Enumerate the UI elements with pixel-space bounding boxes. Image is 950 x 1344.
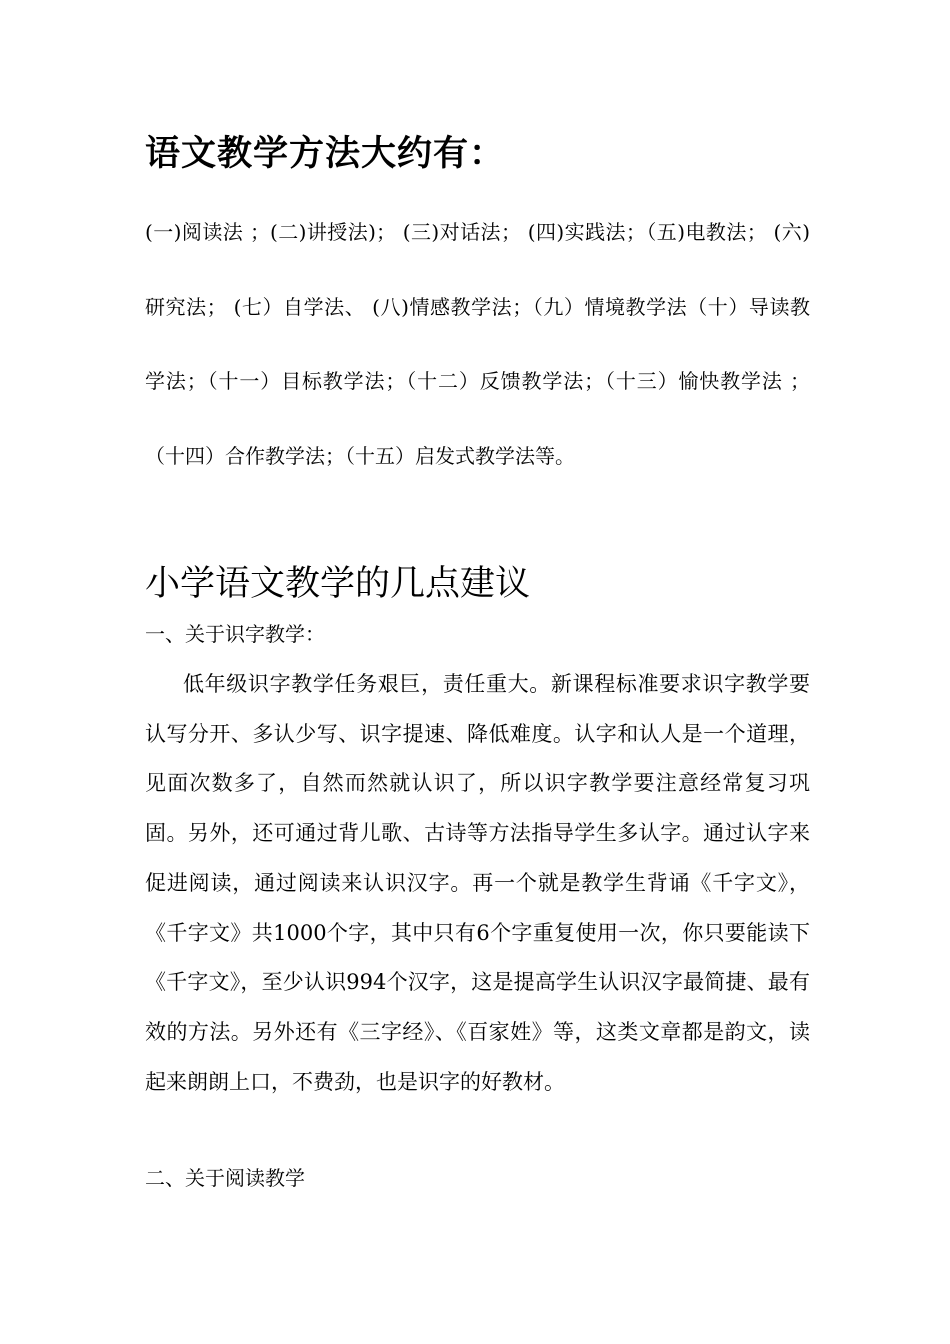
heading-teaching-methods: 语文教学方法大约有： xyxy=(145,134,506,174)
section-1-title: 一、关于识字教学： xyxy=(145,622,325,646)
section-1-body: 低年级识字教学任务艰巨，责任重大。新课程标准要求识字教学要认写分开、多认少写、识字提速、降低难度。认字和认人是一个道理，见面次数多了，自然而然就认识了，所以识字教学要注意经常复习巩固。另外，还可通过背儿歌、古诗等方法指导学生多认字。通过认字来促进阅读，通过阅读来认识汉字。再一个就是教学生背诵《千字文》，《千字文》共1000个字，其中只有6个字重复使用一次，你只要能读下《千字文》，至少认识994个汉字，这是提高学生认识汉字最简捷、最有效的方法。另外还有《三字经》、《百家姓》等，这类文章都是韵文，读起来朗朗上口，不费劲，也是识字的好教材。 xyxy=(145,672,810,1094)
methods-list-paragraph: (一)阅读法 ；(二)讲授法)； (三)对话法； (四)实践法；（五)电教法； (六)研究法； (七）自学法、 (八)情感教学法；（九）情境教学法（十）导读教学法；（十一）目标教学法；（十二）反馈教学法；（十三）愉快教学法 ； （十四）合作教学法；（十五）启发式教学法等。 xyxy=(145,220,810,468)
heading-teaching-suggestions: 小学语文教学的几点建议 xyxy=(145,564,531,604)
section-2-title: 二、关于阅读教学 xyxy=(145,1166,305,1190)
